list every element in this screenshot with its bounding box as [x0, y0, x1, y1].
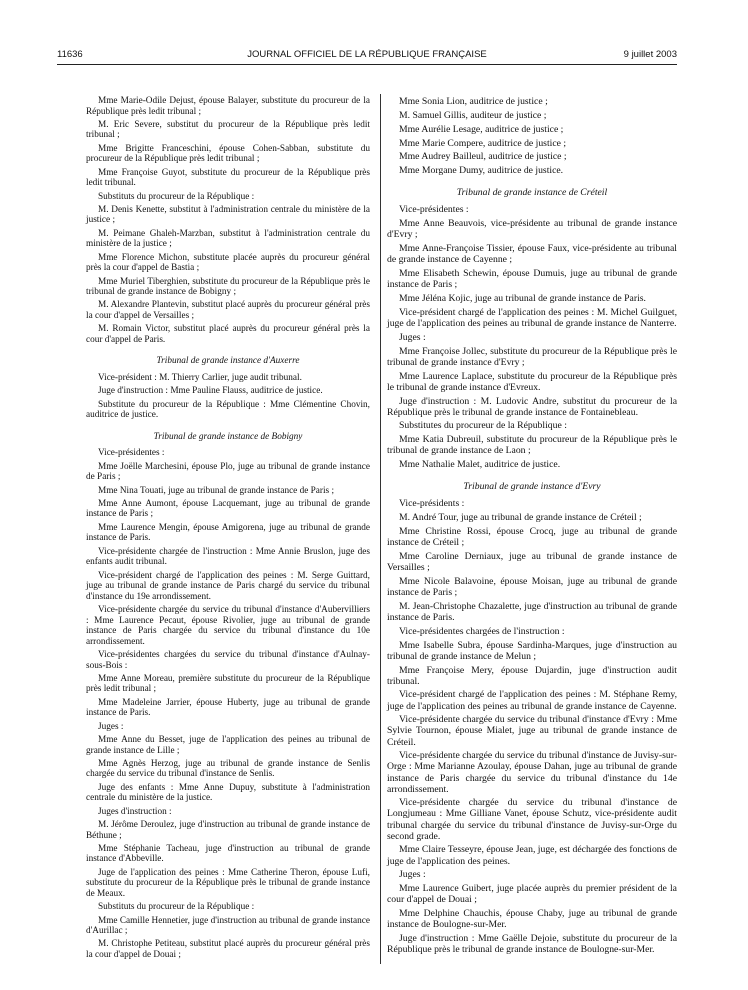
- journal-title: JOURNAL OFFICIEL DE LA RÉPUBLIQUE FRANÇAISE: [247, 49, 487, 60]
- paragraph: Substituts du procureur de la République :: [98, 191, 255, 202]
- header-rule: [57, 64, 677, 65]
- paragraph: Mme Anne Moreau, première substitute du procureur de la République près ledit tribunal ;: [86, 673, 370, 695]
- page-number: 11636: [57, 49, 83, 60]
- paragraph: M. Eric Severe, substitut du procureur de la République près ledit tribunal ;: [86, 119, 370, 141]
- paragraph: Juges :: [399, 331, 426, 343]
- paragraph: Vice-président chargé de l'application des peines : M. Serge Guittard, juge au tribunal de grande instance de Paris chargé du service du tribunal d'instance du 19e arrondissement.: [86, 570, 370, 602]
- paragraph: Juges d'instruction :: [98, 806, 172, 817]
- paragraph: Mme Elisabeth Schewin, épouse Dumuis, juge au tribunal de grande instance de Paris ;: [387, 268, 677, 291]
- paragraph: M. Peimane Ghaleh-Marzban, substitut à l'administration centrale du ministère de la justice ;: [86, 228, 370, 250]
- paragraph: Juge d'instruction : Mme Gaëlle Dejoie, substitute du procureur de la République près le tribunal de grande instance de Boulogne-sur-Mer.: [387, 933, 677, 956]
- paragraph: Mme Anne-Françoise Tissier, épouse Faux, vice-présidente au tribunal de grande instance de Cayenne ;: [387, 243, 677, 266]
- paragraph: Mme Françoise Jollec, substitute du procureur de la République près le tribunal de grande instance d'Evry ;: [387, 345, 677, 368]
- paragraph: Vice-président chargé de l'application des peines : M. Michel Guilguet, juge de l'application des peines au tribunal de grande instance de Nanterre.: [387, 306, 677, 329]
- section-heading: Tribunal de grande instance de Bobigny: [153, 431, 303, 442]
- paragraph: Mme Anne du Besset, juge de l'application des peines au tribunal de grande instance de Lille ;: [86, 735, 370, 756]
- paragraph: Mme Delphine Chauchis, épouse Chaby, juge au tribunal de grande instance de Boulogne-sur-Mer.: [387, 908, 677, 931]
- paragraph: Vice-présidente chargée du service du tribunal d'instance d'Aubervilliers : Mme Laurence Pecaut, épouse Rivolier, juge au tribunal de grande instance de Paris chargée du service du tribunal d'instance du 10e arrondissement.: [86, 605, 370, 647]
- paragraph: Substitute du procureur de la République : Mme Clémentine Chovin, auditrice de justice.: [86, 399, 370, 421]
- paragraph: Juge d'instruction : M. Ludovic Andre, substitut du procureur de la République près le tribunal de grande instance de Fontainebleau.: [387, 395, 677, 418]
- paragraph: M. Romain Victor, substitut placé auprès du procureur général près la cour d'appel de Paris.: [86, 324, 370, 345]
- paragraph: Juges :: [399, 869, 426, 881]
- paragraph: Mme Claire Tesseyre, épouse Jean, juge, est déchargée des fonctions de juge de l'application des peines.: [387, 844, 677, 867]
- paragraph: Mme Brigitte Franceschini, épouse Cohen-Sabban, substitute du procureur de la République près ledit tribunal ;: [86, 143, 370, 165]
- paragraph: Vice-présidente chargée du service du tribunal d'instance de Juvisy-sur-Orge : Mme Marianne Azoulay, épouse Dahan, juge au tribunal de grande instance de Paris chargée du service du tribunal d'instance du 14e arrondissement.: [387, 750, 677, 795]
- paragraph: M. Jérôme Deroulez, juge d'instruction au tribunal de grande instance de Béthune ;: [86, 820, 370, 841]
- paragraph: Mme Marie-Odile Dejust, épouse Balayer, substitute du procureur de la République près ledit tribunal ;: [86, 96, 370, 117]
- paragraph: Vice-présidents :: [399, 498, 465, 510]
- paragraph: Substituts du procureur de la République :: [98, 902, 255, 913]
- paragraph: Vice-présidentes chargées de l'instruction :: [399, 625, 565, 637]
- paragraph: M. Denis Kenette, substitut à l'administration centrale du ministère de la justice ;: [86, 204, 370, 226]
- paragraph: Mme Jéléna Kojic, juge au tribunal de grande instance de Paris.: [399, 293, 646, 305]
- paragraph: Juges :: [98, 721, 124, 732]
- publication-date: 9 juillet 2003: [623, 49, 677, 60]
- section-heading: Tribunal de grande instance de Créteil: [456, 187, 608, 199]
- paragraph: Mme Françoise Guyot, substitute du procureur de la République près ledit tribunal.: [86, 167, 370, 189]
- paragraph: Mme Aurélie Lesage, auditrice de justice ;: [399, 123, 564, 135]
- section-heading: Tribunal de grande instance d'Evry: [463, 481, 601, 493]
- paragraph: Vice-président chargé de l'application des peines : M. Stéphane Remy, juge de l'application des peines au tribunal de grande instance de Cayenne.: [387, 689, 677, 712]
- paragraph: Mme Christine Rossi, épouse Crocq, juge au tribunal de grande instance de Créteil ;: [387, 526, 677, 549]
- paragraph: Mme Stéphanie Tacheau, juge d'instruction au tribunal de grande instance d'Abbeville.: [86, 843, 370, 865]
- paragraph: Juge des enfants : Mme Anne Dupuy, substitute à l'administration centrale du ministère de la justice.: [86, 782, 370, 804]
- paragraph: Mme Nicole Balavoine, épouse Moisan, juge au tribunal de grande instance de Paris ;: [387, 575, 677, 598]
- paragraph: M. Jean-Christophe Chazalette, juge d'instruction au tribunal de grande instance de Paris.: [387, 600, 677, 623]
- paragraph: M. André Tour, juge au tribunal de grande instance de Créteil ;: [399, 512, 642, 524]
- paragraph: Mme Camille Hennetier, juge d'instruction au tribunal de grande instance d'Aurillac ;: [86, 915, 370, 937]
- paragraph: Substitutes du procureur de la République :: [399, 420, 567, 432]
- paragraph: M. Christophe Petiteau, substitut placé auprès du procureur général près la cour d'appel de Douai ;: [86, 939, 370, 961]
- paragraph: Vice-présidentes :: [399, 204, 469, 216]
- paragraph: Mme Nathalie Malet, auditrice de justice.: [399, 459, 561, 471]
- paragraph: Mme Sonia Lion, auditrice de justice ;: [399, 96, 548, 107]
- paragraph: Mme Katia Dubreuil, substitute du procureur de la République près le tribunal de grande instance de Laon ;: [387, 434, 677, 457]
- paragraph: M. Samuel Gillis, auditeur de justice ;: [399, 109, 547, 121]
- paragraph: Mme Laurence Mengin, épouse Amigorena, juge au tribunal de grande instance de Paris.: [86, 522, 370, 544]
- paragraph: Mme Anne Aumont, épouse Lacquemant, juge au tribunal de grande instance de Paris ;: [86, 498, 370, 520]
- paragraph: Vice-présidente chargée de l'instruction : Mme Annie Bruslon, juge des enfants audit tribunal.: [86, 546, 370, 568]
- paragraph: Mme Nina Touati, juge au tribunal de grande instance de Paris ;: [98, 485, 335, 496]
- paragraph: Mme Morgane Dumy, auditrice de justice.: [399, 165, 564, 177]
- paragraph: Vice-présidente chargée du service du tribunal d'instance de Longjumeau : Mme Gilliane Vanet, épouse Schutz, vice-présidente audit tribunal chargée du service du tribunal d'instance de Juvisy-sur-Orge du second grade.: [387, 797, 677, 842]
- paragraph: Mme Isabelle Subra, épouse Sardinha-Marques, juge d'instruction au tribunal de grande instance de Melun ;: [387, 639, 677, 662]
- left-column: [86, 96, 370, 963]
- paragraph: Mme Caroline Derniaux, juge au tribunal de grande instance de Versailles ;: [387, 551, 677, 574]
- paragraph: Mme Joëlle Marchesini, épouse Plo, juge au tribunal de grande instance de Paris ;: [86, 461, 370, 483]
- paragraph: Mme Muriel Tiberghien, substitute du procureur de la République près le tribunal de grande instance de Bobigny ;: [86, 276, 370, 298]
- paragraph: Vice-président : M. Thierry Carlier, juge audit tribunal.: [98, 373, 302, 383]
- page-header: [57, 49, 677, 63]
- paragraph: Mme Madeleine Jarrier, épouse Huberty, juge au tribunal de grande instance de Paris.: [86, 697, 370, 719]
- paragraph: Mme Agnès Herzog, juge au tribunal de grande instance de Senlis chargée du service du tribunal d'instance de Senlis.: [86, 758, 370, 780]
- paragraph: Vice-présidentes chargées du service du tribunal d'instance d'Aulnay-sous-Bois :: [86, 650, 370, 671]
- paragraph: Mme Laurence Guibert, juge placée auprès du premier président de la cour d'appel de Douai ;: [387, 883, 677, 906]
- paragraph: Mme Laurence Laplace, substitute du procureur de la République près le tribunal de grande instance d'Evreux.: [387, 370, 677, 393]
- section-heading: Tribunal de grande instance d'Auxerre: [156, 356, 300, 367]
- paragraph: Mme Anne Beauvois, vice-présidente au tribunal de grande instance d'Evry ;: [387, 218, 677, 241]
- paragraph: Mme Françoise Mery, épouse Dujardin, juge d'instruction audit tribunal.: [387, 664, 677, 687]
- paragraph: Mme Florence Michon, substitute placée auprès du procureur général près la cour d'appel de Bastia ;: [86, 252, 370, 274]
- paragraph: Vice-présidente chargée du service du tribunal d'instance d'Evry : Mme Sylvie Tournon, épouse Mialet, juge au tribunal de grande instance de Créteil.: [387, 714, 677, 748]
- column-divider: [380, 94, 381, 964]
- paragraph: Mme Marie Compere, auditrice de justice ;: [399, 137, 567, 149]
- paragraph: Juge de l'application des peines : Mme Catherine Theron, épouse Lufi, substitute du procureur de la République près le tribunal de grande instance de Meaux.: [86, 867, 370, 899]
- right-column: [387, 96, 677, 958]
- paragraph: Vice-présidentes :: [98, 448, 165, 459]
- paragraph: M. Alexandre Plantevin, substitut placé auprès du procureur général près la cour d'appel de Versailles ;: [86, 300, 370, 322]
- paragraph: Juge d'instruction : Mme Pauline Flauss, auditrice de justice.: [98, 386, 323, 397]
- paragraph: Mme Audrey Bailleul, auditrice de justice ;: [399, 151, 567, 163]
